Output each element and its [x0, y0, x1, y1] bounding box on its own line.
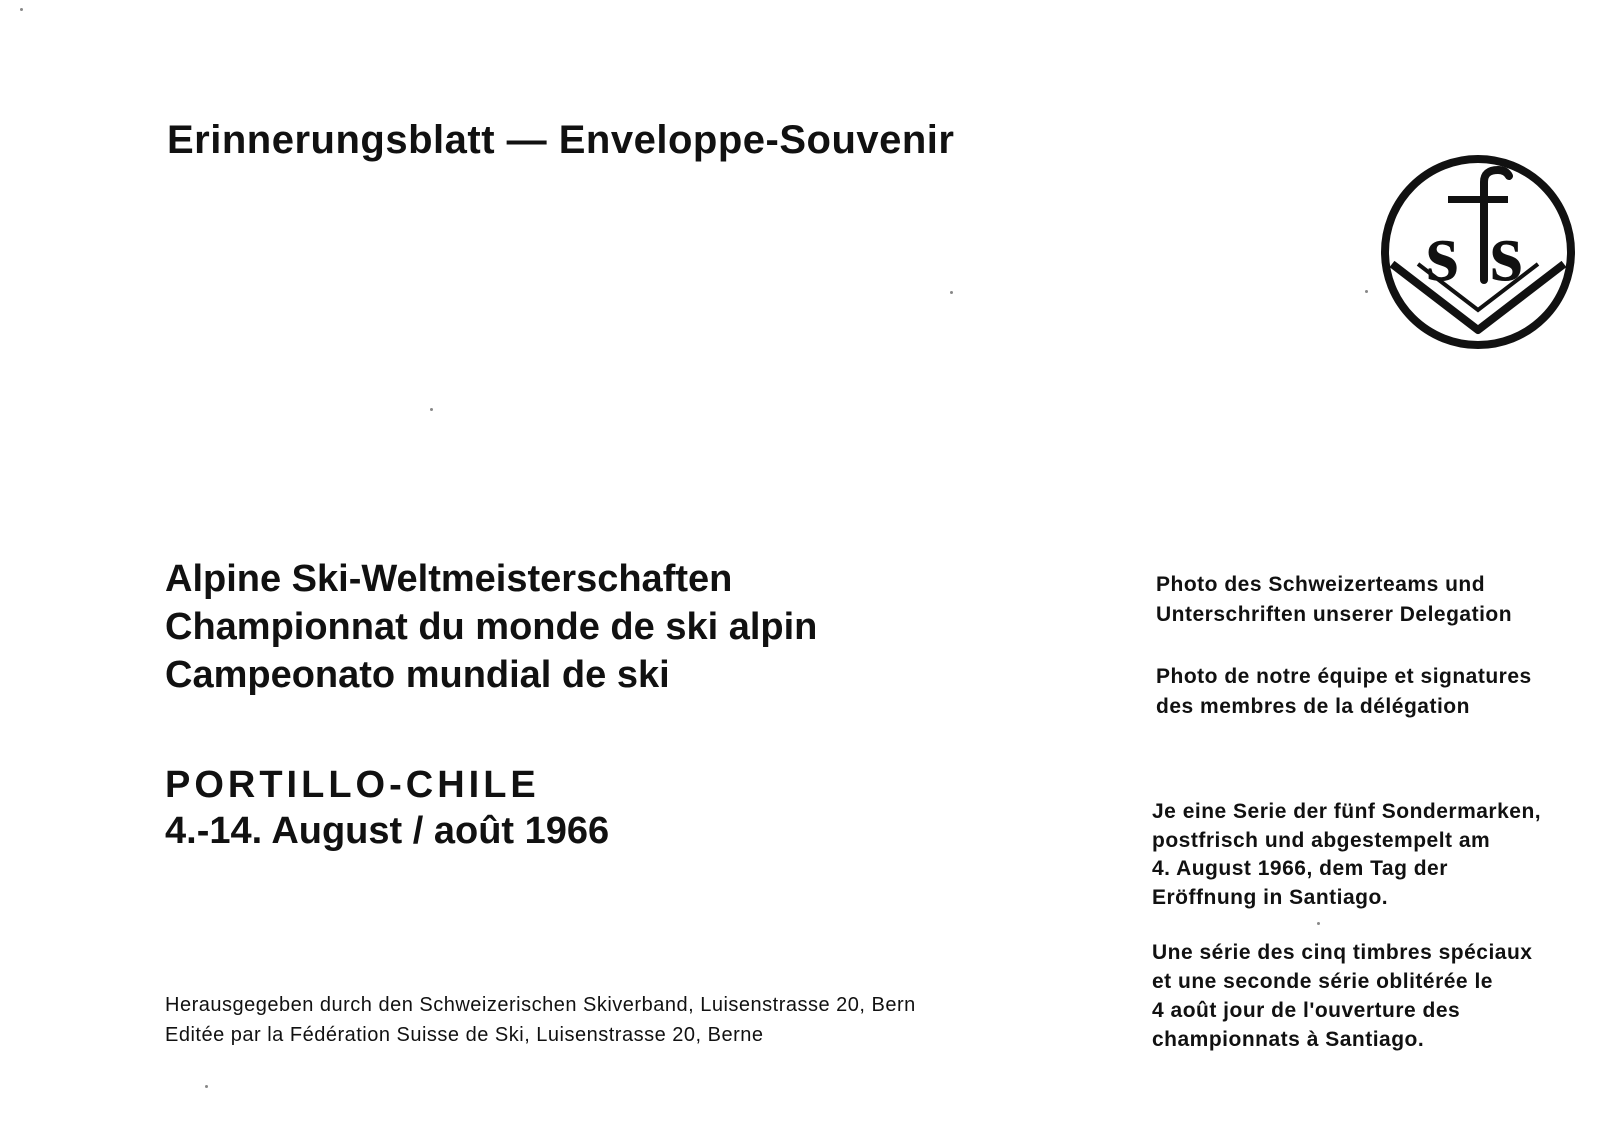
paper-speck: [1317, 922, 1320, 925]
note-line: Photo de notre équipe et signatures: [1156, 665, 1532, 688]
note-line: Photo des Schweizerteams und: [1156, 573, 1486, 596]
note-line: Je eine Serie der fünf Sondermarken,: [1152, 800, 1542, 823]
event-title-fr: Championnat du monde de ski alpin: [165, 606, 818, 648]
svg-text:s: s: [1426, 206, 1459, 299]
event-dates: 4.-14. August / août 1966: [165, 810, 610, 852]
event-title-es: Campeonato mundial de ski: [165, 654, 670, 696]
sfs-emblem-icon: [1378, 152, 1578, 352]
paper-speck: [205, 1085, 208, 1088]
paper-speck: [950, 291, 953, 294]
note-line: des membres de la délégation: [1156, 695, 1470, 718]
sfs-logo: [1378, 152, 1578, 352]
note-line: Une série des cinq timbres spéciaux: [1152, 941, 1533, 964]
location-block: [165, 762, 609, 854]
note-line: et une seconde série oblitérée le: [1152, 970, 1493, 993]
note-line: Unterschriften unserer Delegation: [1156, 603, 1513, 626]
event-title-block: [165, 555, 817, 699]
note-line: Eröffnung in Santiago.: [1152, 885, 1389, 909]
publisher-line-fr: Editée par la Fédération Suisse de Ski, Luisenstrasse 20, Berne: [165, 1024, 764, 1046]
note-line: 4. August 1966, dem Tag der: [1152, 857, 1448, 880]
note-photo-fr: [1156, 662, 1532, 722]
note-line: championnats à Santiago.: [1152, 1028, 1425, 1051]
event-title-de: Alpine Ski-Weltmeisterschaften: [165, 558, 733, 600]
note-line: 4 août jour de l'ouverture des: [1152, 999, 1461, 1022]
publisher-info: [165, 990, 916, 1050]
note-photo-de: [1156, 570, 1512, 630]
publisher-line-de: Herausgegeben durch den Schweizerischen Skiverband, Luisenstrasse 20, Bern: [165, 994, 916, 1016]
event-location: PORTILLO-CHILE: [165, 764, 540, 806]
note-stamps-fr: [1152, 938, 1533, 1054]
svg-text:s: s: [1490, 206, 1523, 299]
paper-speck: [1365, 290, 1368, 293]
note-line: postfrisch und abgestempelt am: [1152, 828, 1491, 852]
paper-speck: [20, 8, 23, 11]
note-stamps-de: [1152, 798, 1541, 912]
paper-speck: [430, 408, 433, 411]
page-title: Erinnerungsblatt — Enveloppe-Souvenir: [167, 118, 955, 162]
